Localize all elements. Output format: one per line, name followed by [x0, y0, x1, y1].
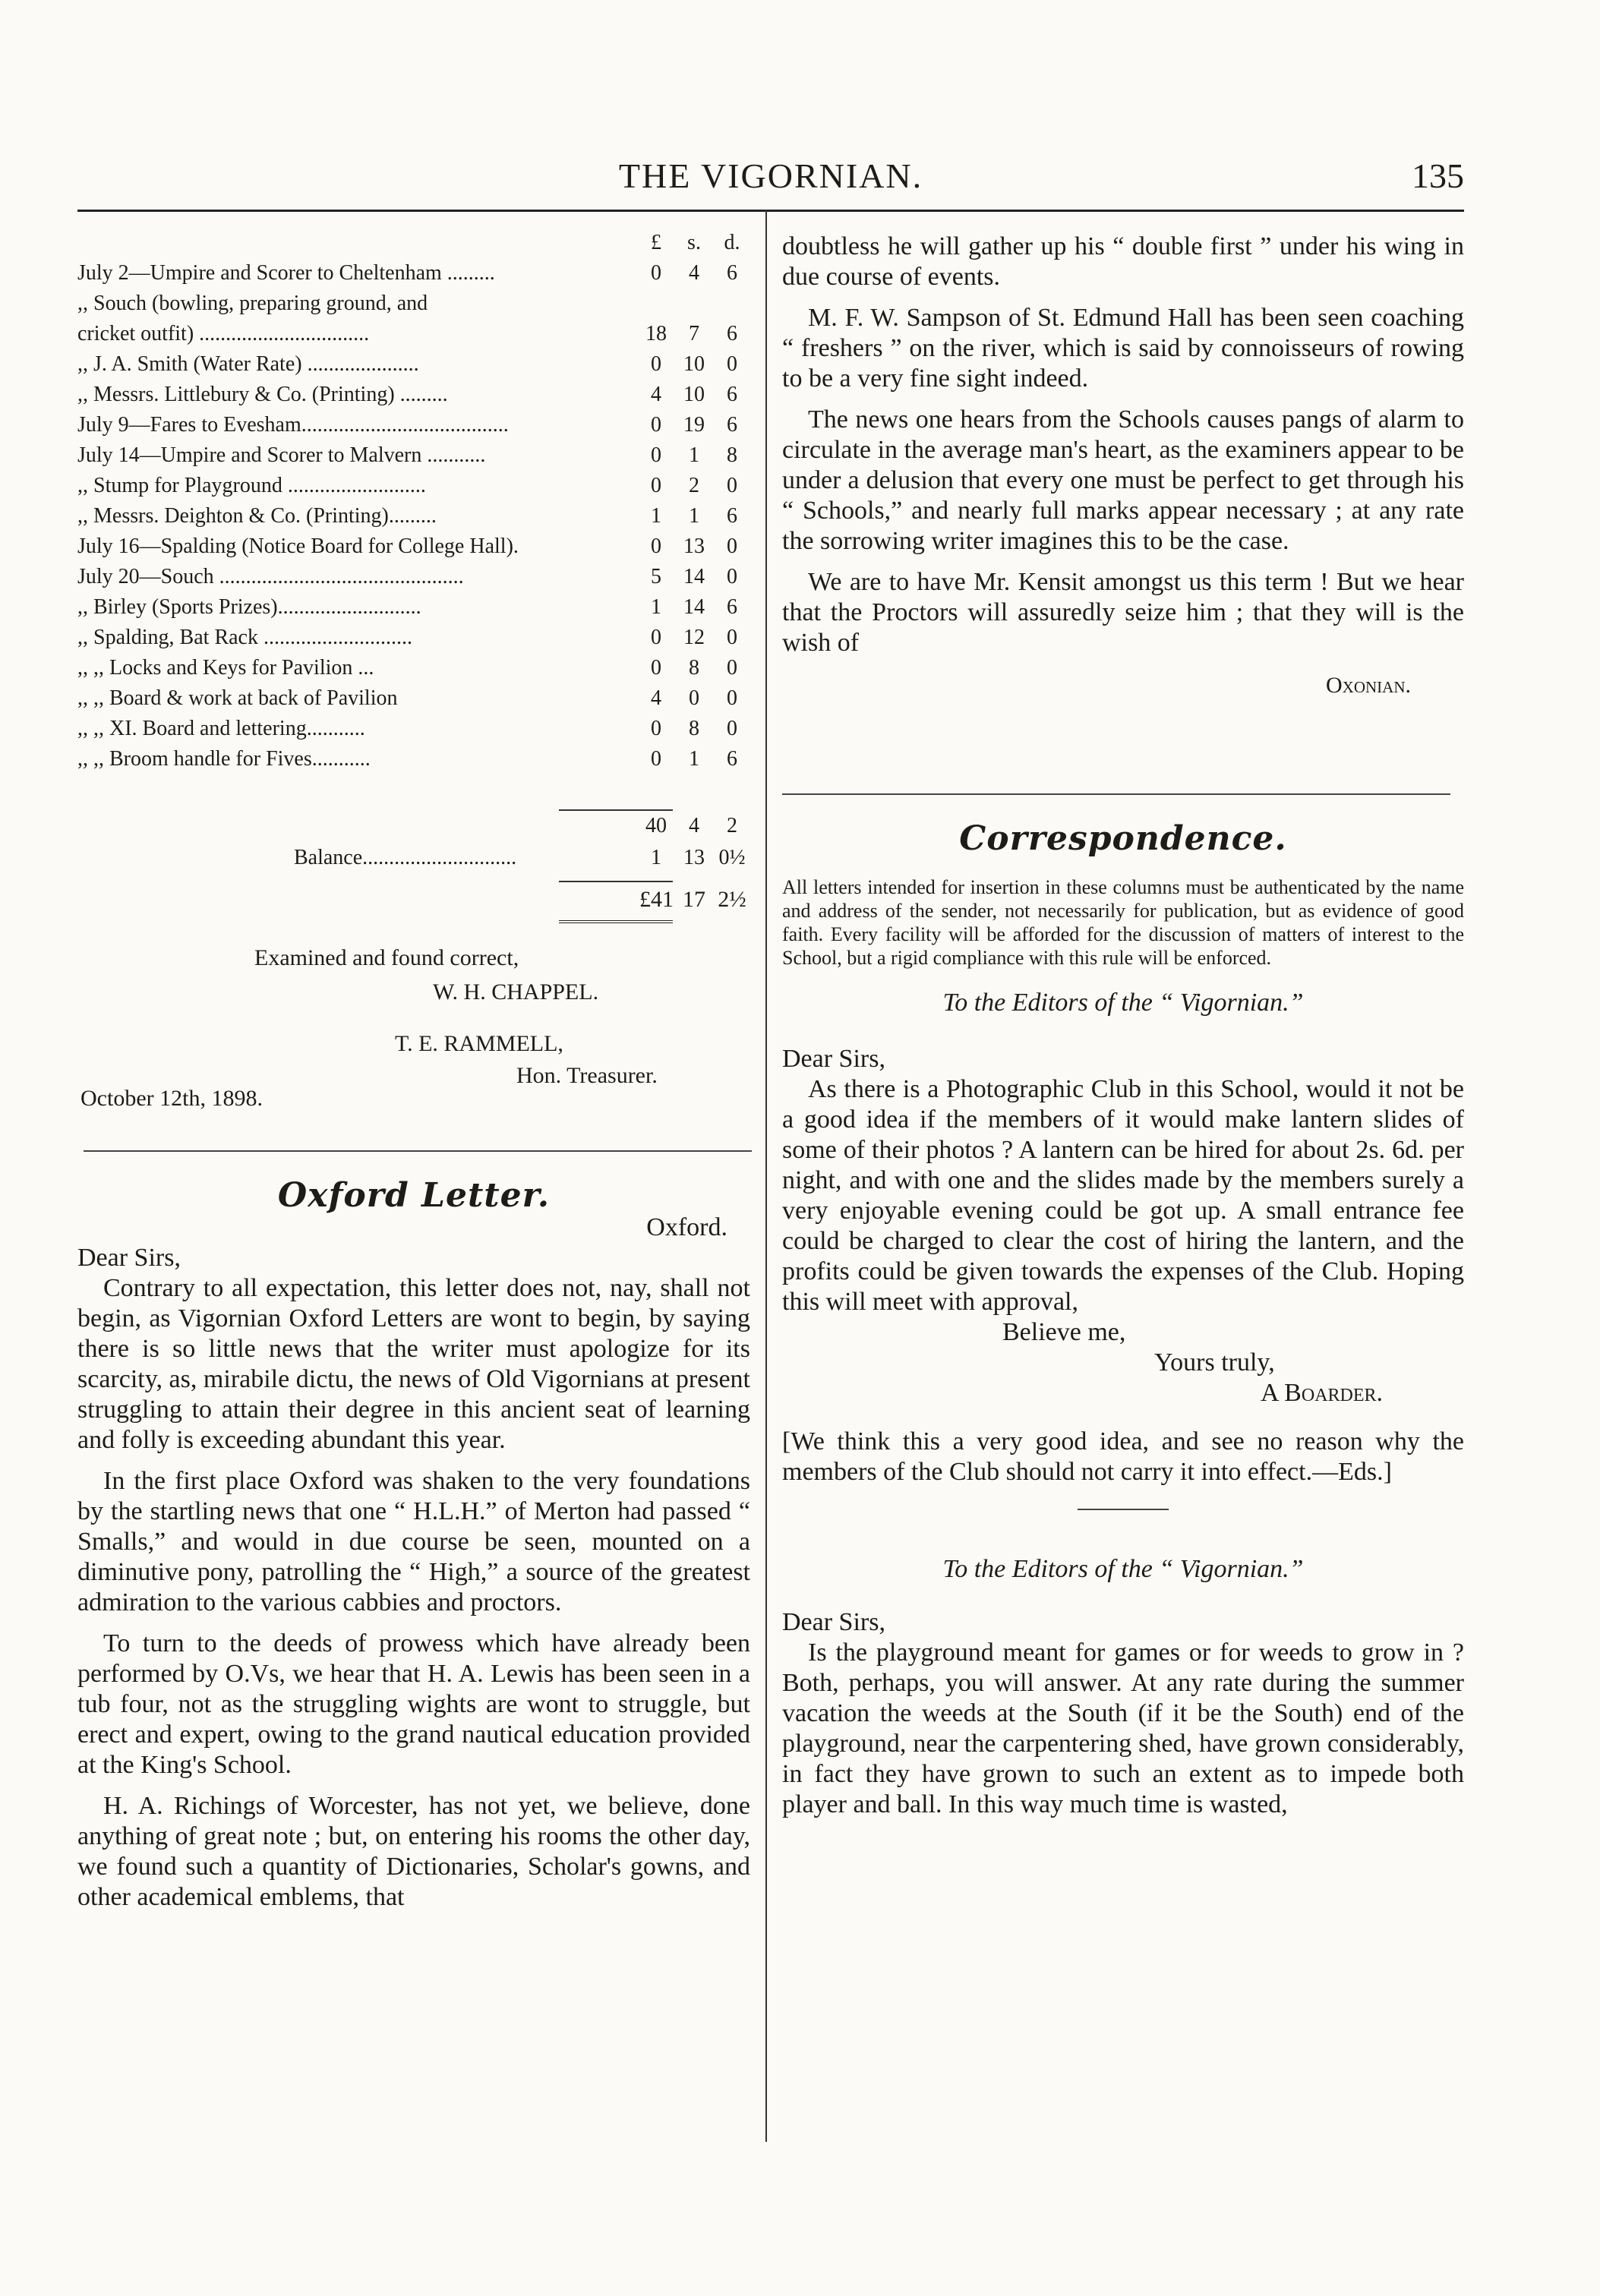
oxford-paragraph-4: H. A. Richings of Worcester, has not yet, we believe, done anything of great note ; but, on entering his rooms the other day, we found such a quantity of Dictionaries, Scholar's gowns, and other academical emblems, that: [77, 1792, 750, 1911]
account-description: ,, ,, Broom handle for Fives...........: [77, 747, 371, 771]
oxford-paragraph-7: The news one hears from the Schools causes pangs of alarm to circulate in the average man's heart, as the examiners appear to be under a delusion that every one must be perfect to get through his “ Schools,” and nearly full marks appear necessary ; at any rate the sorrowing writer imagines this to be the case.: [782, 405, 1464, 555]
letter1-yours: Yours truly,: [1154, 1348, 1275, 1377]
account-shillings: 13: [683, 535, 705, 558]
account-pence: 0: [727, 656, 737, 680]
account-description: July 14—Umpire and Scorer to Malvern ...........: [77, 443, 486, 467]
letter1-body: As there is a Photographic Club in this School, would it not be a good idea if the members of it would make lantern slides of some of their photos ? A lantern can be hired for about 2s. 6d. per night, and with one and the slides made by the members surely a very enjoyable evening could be got up. A small entrance fee could be charged to clear the cost of hiring the lantern, and the profits could be given towards the expenses of the Club. Hoping this will meet with approval,: [782, 1075, 1464, 1316]
account-pence: 0: [727, 565, 737, 588]
oxford-place: Oxford.: [646, 1213, 727, 1241]
letter1-signer: A Boarder.: [1261, 1379, 1384, 1407]
account-pence: 0: [727, 352, 737, 376]
oxford-paragraph-2: In the first place Oxford was shaken to the very foundations by the startling news that one “ H.L.H.” of Merton had passed “ Smalls,” and would in due course be seen, mounted on a diminutive pony, patrolling the “ High,” a source of the greatest admiration to the various cabbies and proctors.: [77, 1467, 750, 1616]
letter2-addressee: To the Editors of the “ Vigornian.”: [942, 1555, 1304, 1583]
account-pence: 6: [727, 747, 737, 771]
oxford-paragraph-6: M. F. W. Sampson of St. Edmund Hall has been seen coaching “ freshers ” on the river, which is said by connoisseurs of rowing to be a very fine sight indeed.: [782, 304, 1464, 393]
page-number: 135: [1412, 156, 1464, 195]
account-pounds: 0: [651, 535, 661, 558]
balance-pounds: 1: [651, 846, 661, 869]
account-description: ,, ,, XI. Board and lettering...........: [77, 717, 365, 740]
account-description: ,, Messrs. Littlebury & Co. (Printing) .........: [77, 383, 448, 406]
correspondence-heading: Correspondence.: [959, 819, 1287, 858]
editor-note: [We think this a very good idea, and see no reason why the members of the Club should not carry it into effect.—Eds.]: [782, 1427, 1464, 1486]
account-shillings: 2: [689, 474, 699, 497]
total-rule: [559, 881, 673, 882]
subtotal-shillings: 4: [689, 814, 699, 837]
account-rows: [77, 258, 746, 774]
letter-separator: [1078, 1509, 1169, 1510]
account-row: [77, 349, 746, 380]
account-description: July 9—Fares to Evesham.......................................: [77, 413, 509, 437]
account-pounds: 5: [651, 565, 661, 588]
account-description: cricket outfit) ................................: [77, 322, 370, 345]
total-shillings: 17: [683, 887, 705, 912]
correspondence-section: [782, 819, 1464, 1820]
account-description: ,, Messrs. Deighton & Co. (Printing).........: [77, 504, 437, 528]
account-shillings: 19: [683, 413, 705, 437]
pence-header: d.: [724, 231, 740, 254]
letter2-salutation: Dear Sirs,: [782, 1608, 885, 1636]
header-rule: [77, 210, 1464, 212]
account-shillings: 1: [689, 747, 699, 771]
account-shillings: 8: [689, 656, 699, 680]
account-description: July 16—Spalding (Notice Board for College Hall).: [77, 535, 519, 558]
account-pounds: 0: [651, 717, 661, 740]
letter1-addressee: To the Editors of the “ Vigornian.”: [942, 989, 1304, 1017]
account-shillings: 4: [689, 261, 699, 285]
account-description: ,, J. A. Smith (Water Rate) .....................: [77, 352, 419, 376]
account-row: [77, 531, 746, 562]
account-pounds: 0: [651, 352, 661, 376]
total-pounds: £41: [639, 887, 674, 912]
account-pence: 0: [727, 686, 737, 710]
account-description: ,, Spalding, Bat Rack ............................: [77, 626, 412, 649]
account-description: July 20—Souch ..............................................: [77, 565, 464, 588]
account-shillings: 14: [683, 595, 705, 619]
examined-text: Examined and found correct,: [254, 945, 519, 970]
section-rule-right: [782, 793, 1450, 795]
account-pounds: 0: [651, 626, 661, 649]
accounts-table: [77, 228, 746, 774]
account-row: [77, 714, 746, 744]
account-row: [77, 501, 746, 531]
journal-title: THE VIGORNIAN.: [618, 156, 923, 195]
subtotal-row: [77, 814, 746, 844]
account-description: ,, Souch (bowling, preparing ground, and: [77, 292, 428, 315]
account-description: ,, Birley (Sports Prizes)...........................: [77, 595, 421, 619]
account-pounds: 4: [651, 383, 661, 406]
accounts-date: October 12th, 1898.: [80, 1086, 263, 1111]
oxford-paragraph-3: To turn to the deeds of prowess which have already been performed by O.Vs, we hear that H. A. Lewis has been seen in a tub four, not as the struggling wights are wont to struggle, but erect and expert, owing to the grand nautical education provided at the King's School.: [77, 1629, 750, 1779]
oxford-signoff: Oxonian.: [1326, 673, 1411, 698]
balance-pence: 0½: [718, 846, 746, 869]
account-description: ,, ,, Board & work at back of Pavilion: [77, 686, 398, 710]
account-shillings: 12: [683, 626, 705, 649]
account-description: ,, ,, Locks and Keys for Pavilion ...: [77, 656, 374, 680]
section-rule: [84, 1150, 752, 1152]
subtotal-pence: 2: [727, 814, 737, 837]
account-row: [77, 289, 746, 319]
account-pounds: 0: [651, 656, 661, 680]
account-pence: 6: [727, 261, 737, 285]
account-row: [77, 319, 746, 349]
oxford-letter-heading: Oxford Letter.: [277, 1176, 551, 1215]
account-pounds: 4: [651, 686, 661, 710]
account-row: [77, 410, 746, 440]
account-row: [77, 744, 746, 774]
account-pounds: 0: [651, 747, 661, 771]
account-pence: 6: [727, 413, 737, 437]
treasurer-name: T. E. RAMMELL,: [395, 1031, 563, 1056]
account-pence: 8: [727, 443, 737, 467]
account-row: [77, 380, 746, 410]
total-double-rule: [559, 920, 673, 923]
account-row: [77, 258, 746, 289]
oxford-paragraph-1: Contrary to all expectation, this letter does not, nay, shall not begin, as Vigornian Oxford Letters are wont to begin, by saying there is so little news that the writer must apologize for its scarcity, as, mirabile dictu, the news of Old Vigornians at present struggling to attain their degree in this ancient seat of learning and folly is exceeding abundant this year.: [77, 1274, 750, 1454]
account-shillings: 8: [689, 717, 699, 740]
account-pence: 0: [727, 626, 737, 649]
account-pence: 0: [727, 474, 737, 497]
oxford-paragraph-5: doubtless he will gather up his “ double first ” under his wing in due course of events.: [782, 232, 1464, 291]
account-pounds: 1: [651, 595, 661, 619]
treasurer-title: Hon. Treasurer.: [516, 1063, 658, 1088]
account-shillings: 0: [689, 686, 699, 710]
account-pounds: 0: [651, 261, 661, 285]
total-row: [77, 887, 746, 917]
account-pence: 6: [727, 595, 737, 619]
oxford-letter: [77, 1176, 750, 1913]
account-row: [77, 592, 746, 623]
balance-label: Balance.............................: [294, 846, 517, 869]
balance-row: [77, 846, 746, 876]
account-pence: 0: [727, 717, 737, 740]
examiner-name: W. H. CHAPPEL.: [433, 979, 599, 1004]
subtotal-rule: [559, 809, 673, 811]
currency-header: [77, 228, 746, 258]
account-pence: 6: [727, 322, 737, 345]
account-pounds: 1: [651, 504, 661, 528]
oxford-salutation: Dear Sirs,: [77, 1244, 181, 1272]
account-row: [77, 653, 746, 683]
letter1-believe: Believe me,: [1002, 1318, 1126, 1346]
oxford-letter-continued: [782, 232, 1464, 701]
shillings-header: s.: [687, 231, 701, 254]
account-shillings: 10: [683, 352, 705, 376]
account-description: ,, Stump for Playground ..........................: [77, 474, 426, 497]
balance-shillings: 13: [683, 846, 705, 869]
account-pounds: 18: [645, 322, 667, 345]
oxford-paragraph-8: We are to have Mr. Kensit amongst us this term ! But we hear that the Proctors will assuredly seize him ; that they will is the wish of: [782, 568, 1464, 657]
column-divider: [765, 210, 767, 2142]
letter2-body: Is the playground meant for games or for weeds to grow in ? Both, perhaps, you will answer. At any rate during the summer vacation the weeds at the South (if it be the South) end of the playground, near the carpentering shed, have grown considerably, in fact they have grown to such an extent as to impede both player and ball. In this way much time is wasted,: [782, 1638, 1464, 1818]
account-pence: 6: [727, 504, 737, 528]
letter1-salutation: Dear Sirs,: [782, 1045, 885, 1073]
account-shillings: 10: [683, 383, 705, 406]
account-pounds: 0: [651, 443, 661, 467]
correspondence-notice: All letters intended for insertion in these columns must be authenticated by the name and address of the sender, not necessarily for publication, but as evidence of good faith. Every facility will be afforded for the discussion of matters of interest to the School, but a rigid compliance with this rule will be enforced.: [782, 876, 1464, 969]
account-row: [77, 623, 746, 653]
account-pounds: 0: [651, 413, 661, 437]
subtotal-pounds: 40: [645, 814, 667, 837]
account-shillings: 1: [689, 504, 699, 528]
account-pounds: 0: [651, 474, 661, 497]
account-row: [77, 440, 746, 471]
page-header: [77, 156, 1464, 203]
pounds-header: £: [651, 231, 661, 254]
total-pence: 2½: [718, 887, 746, 912]
account-pence: 6: [727, 383, 737, 406]
account-shillings: 1: [689, 443, 699, 467]
account-row: [77, 683, 746, 714]
account-pence: 0: [727, 535, 737, 558]
account-shillings: 14: [683, 565, 705, 588]
account-description: July 2—Umpire and Scorer to Cheltenham .........: [77, 261, 495, 285]
account-row: [77, 471, 746, 501]
account-shillings: 7: [689, 322, 699, 345]
account-row: [77, 562, 746, 592]
